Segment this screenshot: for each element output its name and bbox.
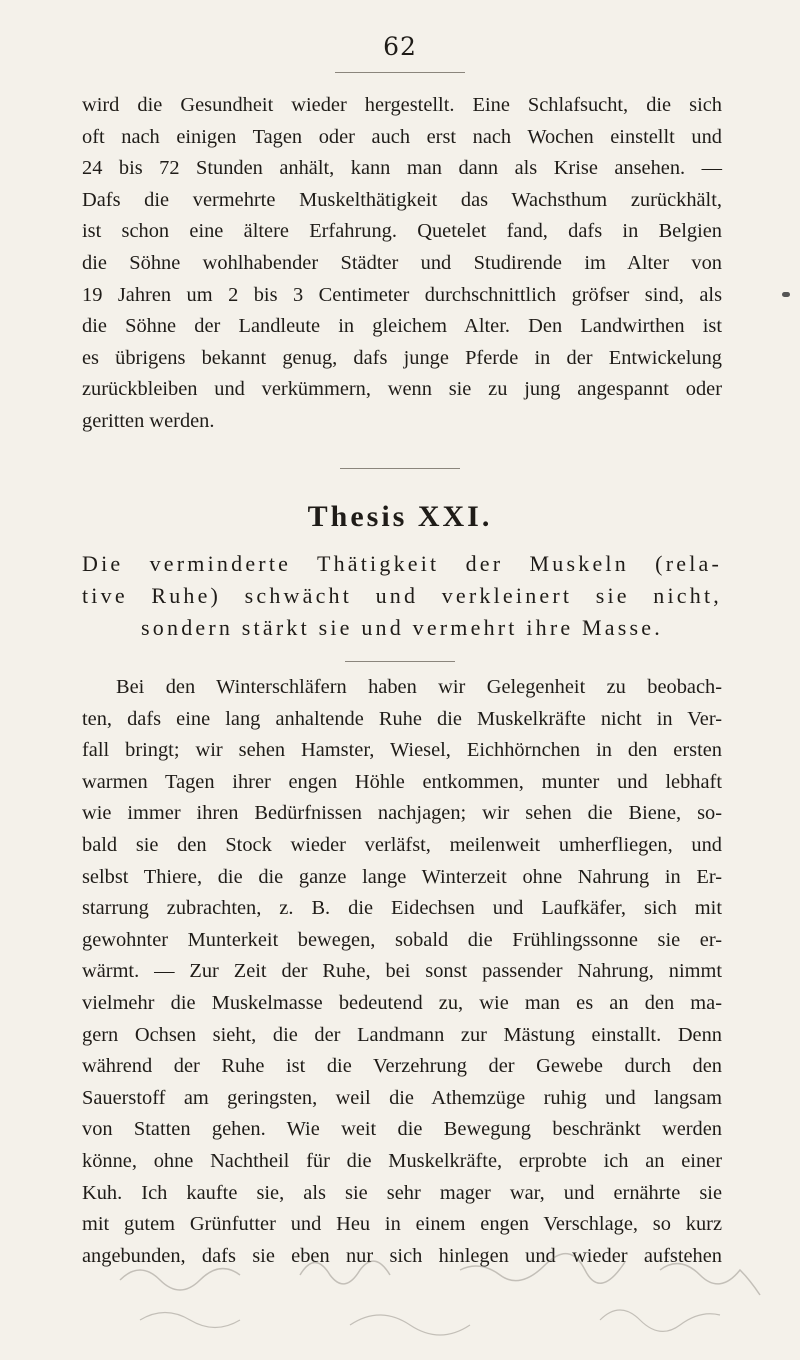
text-line: wärmt. — Zur Zeit der Ruhe, bei sonst passender Nahrung, nimmt xyxy=(82,960,722,983)
text-line: 19 Jahren um 2 bis 3 Centimeter durchschnittlich gröfser sind, als xyxy=(82,283,722,306)
paragraph-2 xyxy=(82,672,722,1272)
text-line: selbst Thiere, die die ganze lange Winterzeit ohne Nahrung in Er- xyxy=(82,865,722,888)
thesis-title: Thesis XXI. xyxy=(307,500,493,533)
text-line: während der Ruhe ist die Verzehrung der Gewebe durch den xyxy=(82,1055,722,1078)
text-line: Die verminderte Thätigkeit der Muskeln (rela- xyxy=(82,551,722,576)
text-line: oft nach einigen Tagen oder auch erst nach Wochen einstellt und xyxy=(82,125,722,148)
text-line: sondern stärkt sie und vermehrt ihre Masse. xyxy=(141,615,663,640)
text-line: die Söhne der Landleute in gleichem Alter. Den Landwirthen ist xyxy=(82,315,722,338)
text-line: Kuh. Ich kaufte sie, als sie sehr mager war, und ernährte sie xyxy=(82,1181,722,1204)
text-line: bald sie den Stock wieder verläfst, meilenweit umherfliegen, und xyxy=(82,833,722,856)
text-line: könne, ohne Nachtheil für die Muskelkräfte, erprobte ich an einer xyxy=(82,1149,722,1172)
text-line: Bei den Winterschläfern haben wir Gelegenheit zu beobach- xyxy=(116,676,722,698)
text-line: wird die Gesundheit wieder hergestellt. Eine Schlafsucht, die sich xyxy=(82,94,722,116)
text-line: mit gutem Grünfutter und Heu in einem engen Verschlage, so kurz xyxy=(82,1213,722,1236)
text-line: die Söhne wohlhabender Städter und Studirende im Alter von xyxy=(82,251,722,274)
header-rule xyxy=(335,72,465,73)
text-line: warmen Tagen ihrer engen Höhle entkommen, munter und lebhaft xyxy=(82,770,722,793)
paragraph-1 xyxy=(82,90,722,438)
text-line: Dafs die vermehrte Muskelthätigkeit das Wachsthum zurückhält, xyxy=(82,188,722,211)
thesis-statement xyxy=(82,548,722,644)
text-line: ist schon eine ältere Erfahrung. Quetelet fand, dafs in Belgien xyxy=(82,220,722,243)
text-line: 24 bis 72 Stunden anhält, kann man dann als Krise ansehen. — xyxy=(82,157,722,180)
margin-mark xyxy=(782,292,790,297)
text-line: starrung zubrachten, z. B. die Eidechsen und Laufkäfer, sich mit xyxy=(82,897,722,920)
text-line: tive Ruhe) schwächt und verkleinert sie nicht, xyxy=(82,583,722,608)
section-divider-top xyxy=(340,468,460,469)
handwritten-scribble xyxy=(100,1240,800,1350)
text-line: ten, dafs eine lang anhaltende Ruhe die Muskelkräfte nicht in Ver- xyxy=(82,707,722,730)
text-line: zurückbleiben und verkümmern, wenn sie zu jung angespannt oder xyxy=(82,378,722,401)
text-line: wie immer ihren Bedürfnissen nachjagen; wir sehen die Biene, so- xyxy=(82,802,722,825)
section-divider-bottom xyxy=(345,661,455,662)
text-line: Sauerstoff am geringsten, weil die Athemzüge ruhig und langsam xyxy=(82,1086,722,1109)
text-line: fall bringt; wir sehen Hamster, Wiesel, Eichhörnchen in den ersten xyxy=(82,739,722,762)
text-line: von Statten gehen. Wie weit die Bewegung beschränkt werden xyxy=(82,1118,722,1141)
text-line: gewohnter Munterkeit bewegen, sobald die Frühlingssonne sie er- xyxy=(82,928,722,951)
text-line: vielmehr die Muskelmasse bedeutend zu, wie man es an den ma- xyxy=(82,991,722,1014)
text-line: angebunden, dafs sie eben nur sich hinlegen und wieder aufstehen xyxy=(82,1244,722,1267)
text-line: geritten werden. xyxy=(82,409,215,432)
text-line: es übrigens bekannt genug, dafs junge Pferde in der Entwickelung xyxy=(82,346,722,369)
page-number: 62 xyxy=(383,32,417,61)
text-line: gern Ochsen sieht, die der Landmann zur Mästung einstallt. Denn xyxy=(82,1023,722,1046)
